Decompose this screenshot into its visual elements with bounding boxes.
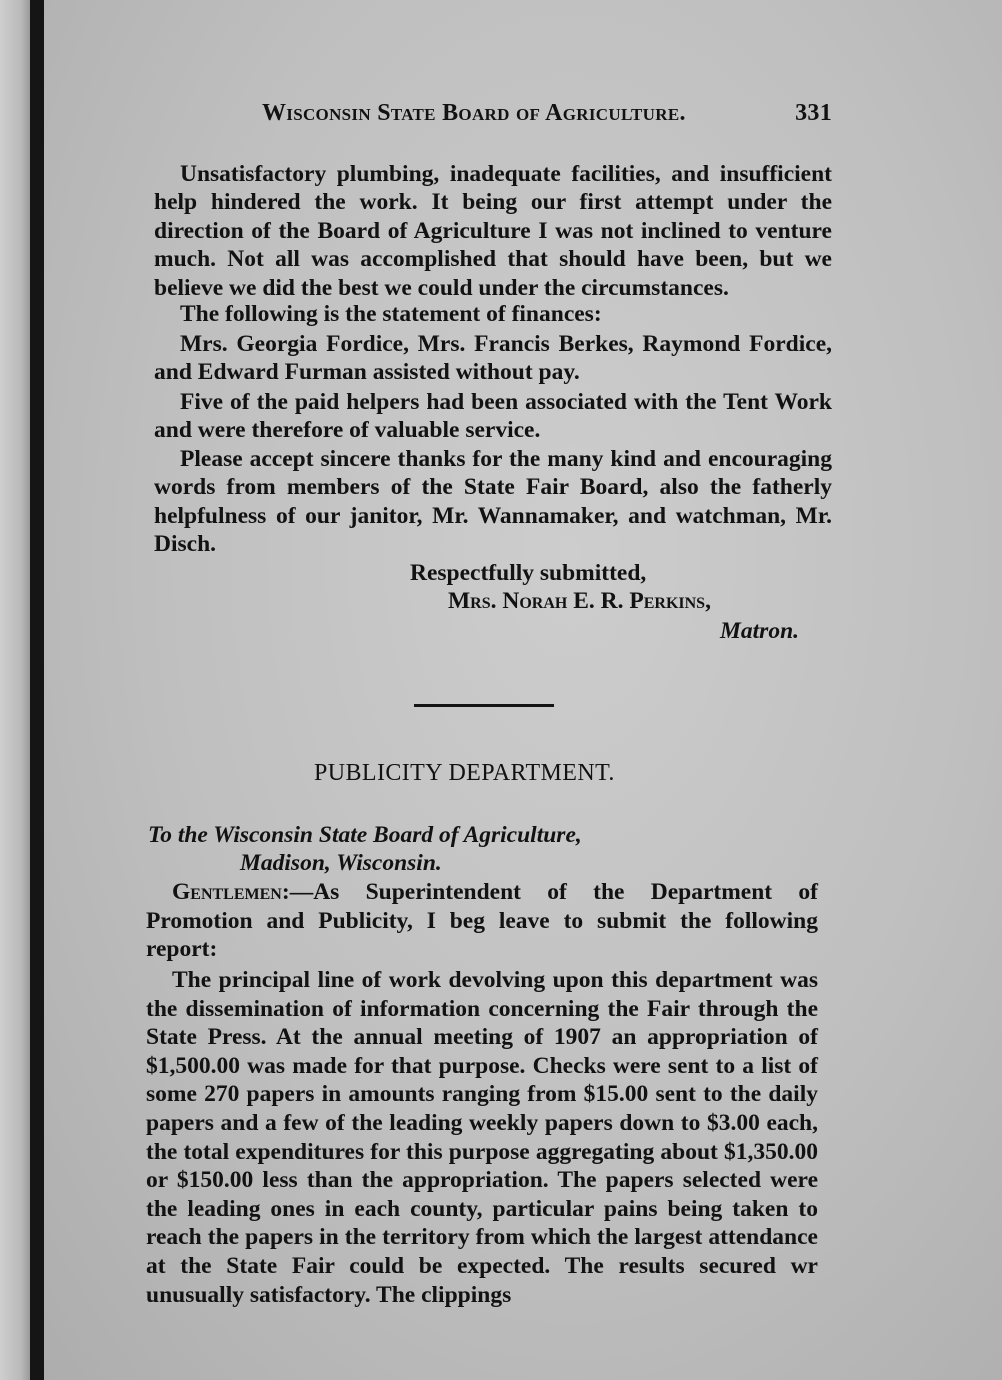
address-line-2: Madison, Wisconsin. xyxy=(240,850,442,876)
publicity-intro xyxy=(146,878,818,964)
matron-paragraph-2: The following is the statement of finances: xyxy=(180,301,602,327)
matron-paragraph-4: Five of the paid helpers had been associated with the Tent Work and were therefore of valuable service. xyxy=(154,389,832,444)
intro-text: —As Superintendent of the Department of Promotion and Publicity, I beg leave to submit the following report: xyxy=(146,879,818,963)
book-page xyxy=(44,0,1002,1380)
section-divider xyxy=(414,704,554,707)
matron-paragraph-1: Unsatisfactory plumbing, inadequate facilities, and insufficient help hindered the work. It being our first attempt under the direction of the Board of Agriculture I was not inclined to venture much. Not all was accomplished that should have been, but we believe we did the best we could under the circumstances. xyxy=(154,161,832,301)
section-title: PUBLICITY DEPARTMENT. xyxy=(314,760,615,786)
running-head xyxy=(262,100,832,136)
page-number: 331 xyxy=(795,100,832,126)
binding-shadow xyxy=(30,0,44,1380)
publicity-body: The principal line of work devolving upon this department was the dissemination of information concerning the Fair through the State Press. At the annual meeting of 1907 an appropriation of $1,500.00 was made for that purpose. Checks were sent to a list of some 270 papers in amounts ranging from $15.00 sent to the daily papers and a few of the leading weekly papers down to $3.00 each, the total expenditures for this purpose aggregating about $1,350.00 or $150.00 less than the appropriation. The papers selected were the leading ones in each county, particular pains being taken to reach the papers in the territory from which the largest attendance at the State Fair could be expected. The results secured wr unusually satisfactory. The clippings xyxy=(146,967,818,1308)
closing-line: Respectfully submitted, xyxy=(410,560,647,586)
matron-paragraph-3: Mrs. Georgia Fordice, Mrs. Francis Berkes, Raymond Fordice, and Edward Furman assisted without pay. xyxy=(154,331,832,386)
address-line-1: To the Wisconsin State Board of Agriculture, xyxy=(148,822,582,848)
running-head-title: Wisconsin State Board of Agriculture. xyxy=(262,100,686,126)
salutation: Gentlemen: xyxy=(172,879,290,905)
signer-title: Matron. xyxy=(720,618,800,644)
signer-name: Mrs. Norah E. R. Perkins, xyxy=(448,588,711,614)
matron-paragraph-5: Please accept sincere thanks for the many kind and encouraging words from members of the State Fair Board, also the fatherly helpfulness of our janitor, Mr. Wannamaker, and watchman, Mr. Disch. xyxy=(154,446,832,558)
page-gutter xyxy=(0,0,30,1380)
